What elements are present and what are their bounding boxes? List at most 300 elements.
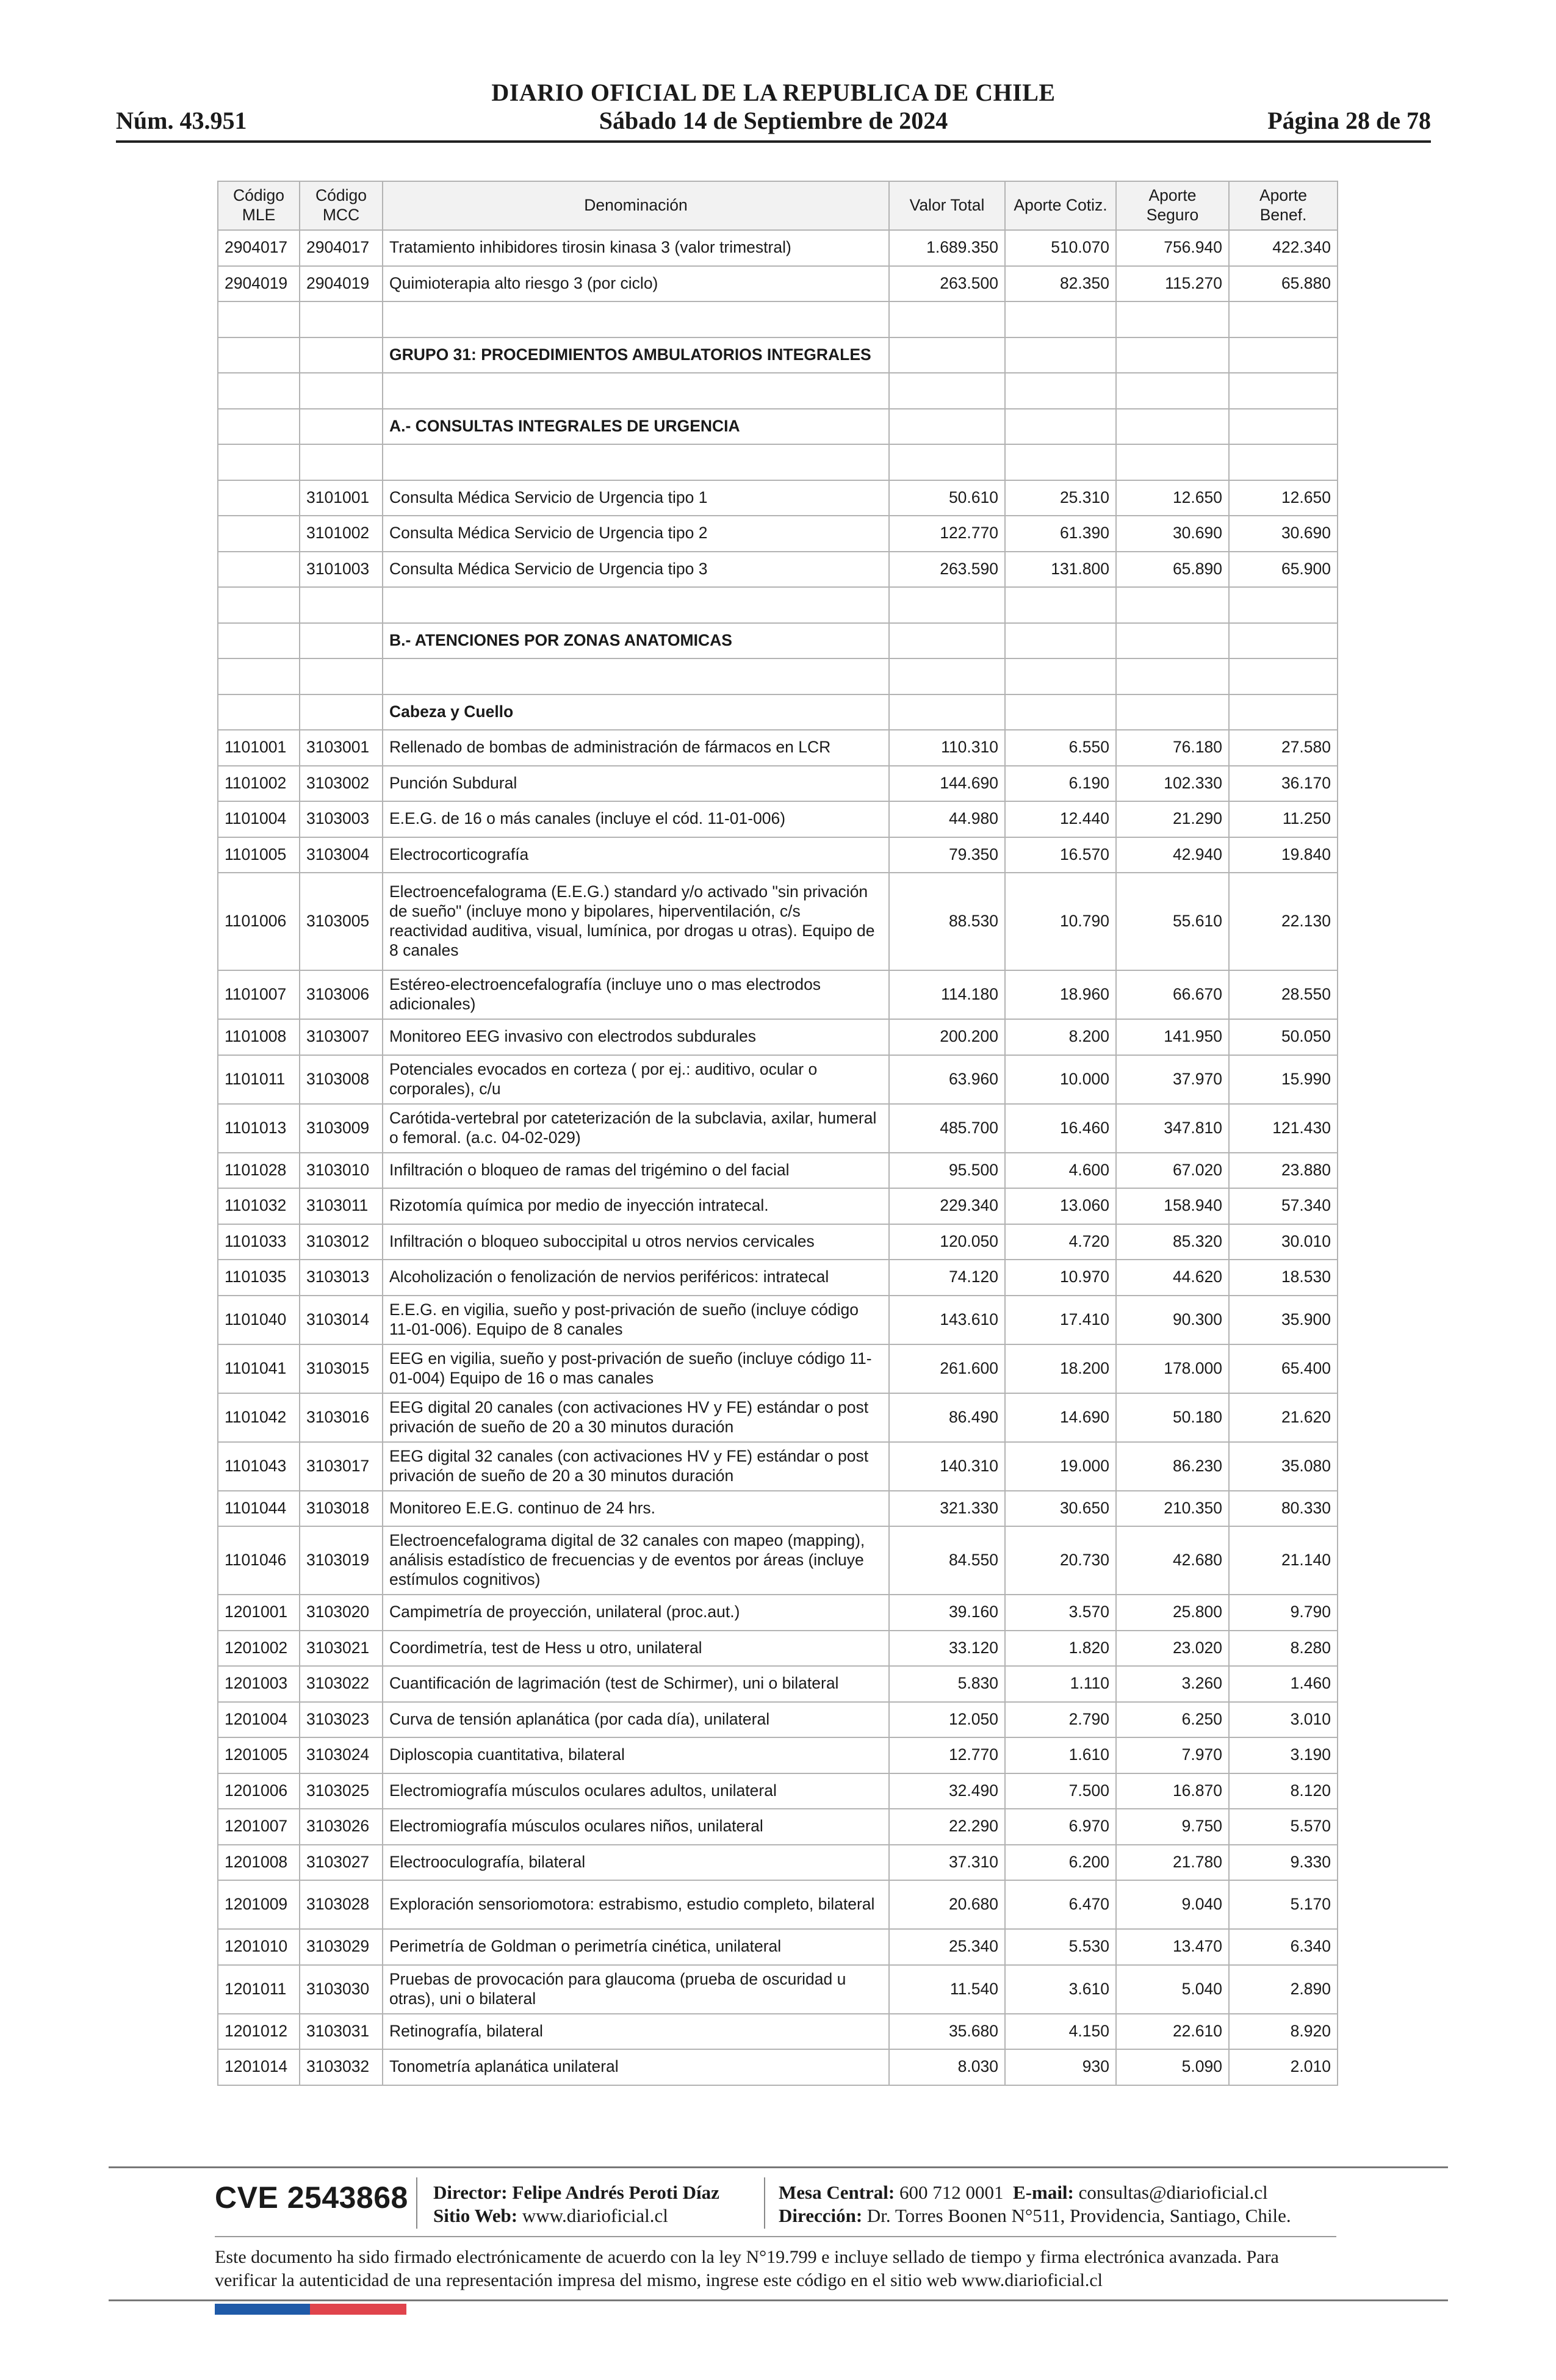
cell-valor-total: 1.689.350 xyxy=(889,230,1005,266)
cell-denominacion: Rellenado de bombas de administración de fármacos en LCR xyxy=(383,730,889,766)
table-row xyxy=(218,730,1338,766)
table-row xyxy=(218,1344,1338,1393)
cell-aporte-benef: 35.900 xyxy=(1229,1296,1338,1344)
cell-valor-total: 79.350 xyxy=(889,837,1005,873)
cell-code-mle: 1101028 xyxy=(218,1153,300,1189)
cell-denominacion: EEG digital 32 canales (con activaciones HV y FE) estándar o post privación de sueño de 20 a 30 minutos duración xyxy=(383,1442,889,1491)
cell-denominacion: Potenciales evocados en corteza ( por ej.: auditivo, ocular o corporales), c/u xyxy=(383,1055,889,1104)
cell-code-mle: 1201011 xyxy=(218,1965,300,2014)
cell-aporte-benef: 9.790 xyxy=(1229,1595,1338,1631)
cell-aporte-benef: 27.580 xyxy=(1229,730,1338,766)
cell-code-mle: 1101007 xyxy=(218,970,300,1019)
cell-aporte-benef: 30.010 xyxy=(1229,1224,1338,1260)
cell-aporte-cotiz: 16.460 xyxy=(1005,1104,1116,1153)
cell-aporte-benef: 65.880 xyxy=(1229,266,1338,302)
cell-aporte-cotiz: 30.650 xyxy=(1005,1491,1116,1527)
cell-code-mle xyxy=(218,444,300,480)
cell-denominacion: Infiltración o bloqueo suboccipital u otros nervios cervicales xyxy=(383,1224,889,1260)
column-header-mcc: Código MCC xyxy=(300,181,383,230)
table-row xyxy=(218,1965,1338,2014)
cell-aporte-cotiz: 14.690 xyxy=(1005,1393,1116,1442)
cell-valor-total: 263.590 xyxy=(889,552,1005,588)
table-row xyxy=(218,1845,1338,1881)
cell-code-mcc: 3103005 xyxy=(300,873,383,970)
cell-aporte-cotiz xyxy=(1005,444,1116,480)
cell-code-mle: 1101046 xyxy=(218,1526,300,1595)
page-number: Página 28 de 78 xyxy=(1267,107,1431,134)
cell-aporte-seguro: 37.970 xyxy=(1116,1055,1229,1104)
cell-code-mcc: 3103024 xyxy=(300,1737,383,1773)
cell-aporte-benef: 1.460 xyxy=(1229,1666,1338,1702)
cell-aporte-cotiz: 1.110 xyxy=(1005,1666,1116,1702)
cell-code-mle xyxy=(218,480,300,516)
cell-aporte-seguro: 25.800 xyxy=(1116,1595,1229,1631)
cell-code-mle: 1101004 xyxy=(218,801,300,837)
cell-valor-total: 74.120 xyxy=(889,1260,1005,1296)
cell-aporte-cotiz: 10.970 xyxy=(1005,1260,1116,1296)
cell-denominacion xyxy=(383,587,889,623)
cell-code-mle: 1201004 xyxy=(218,1702,300,1738)
site-link[interactable]: www.diarioficial.cl xyxy=(522,2204,668,2226)
cell-aporte-benef: 2.890 xyxy=(1229,1965,1338,2014)
cell-code-mcc: 3103028 xyxy=(300,1880,383,1929)
cell-aporte-cotiz xyxy=(1005,658,1116,694)
mesa-phone: 600 712 0001 xyxy=(899,2182,1004,2203)
director-info xyxy=(433,2181,719,2227)
cell-valor-total: 143.610 xyxy=(889,1296,1005,1344)
contact-info xyxy=(779,2181,1291,2227)
cell-code-mle xyxy=(218,694,300,730)
cell-code-mcc: 3103032 xyxy=(300,2049,383,2085)
cell-aporte-seguro: 115.270 xyxy=(1116,266,1229,302)
cell-valor-total: 110.310 xyxy=(889,730,1005,766)
cell-denominacion: Retinografía, bilateral xyxy=(383,2014,889,2050)
cell-valor-total xyxy=(889,587,1005,623)
publication-title: DIARIO OFICIAL DE LA REPUBLICA DE CHILE xyxy=(491,79,1056,106)
cell-aporte-cotiz: 8.200 xyxy=(1005,1019,1116,1055)
cell-aporte-seguro: 158.940 xyxy=(1116,1188,1229,1224)
cell-aporte-benef: 9.330 xyxy=(1229,1845,1338,1881)
cell-denominacion: Coordimetría, test de Hess u otro, unilateral xyxy=(383,1631,889,1667)
cell-aporte-benef xyxy=(1229,337,1338,373)
cell-denominacion: E.E.G. de 16 o más canales (incluye el cód. 11-01-006) xyxy=(383,801,889,837)
table-row xyxy=(218,1595,1338,1631)
cell-denominacion: Diploscopia cuantitativa, bilateral xyxy=(383,1737,889,1773)
cell-aporte-benef: 12.650 xyxy=(1229,480,1338,516)
cell-denominacion: Monitoreo E.E.G. continuo de 24 hrs. xyxy=(383,1491,889,1527)
cell-denominacion: Electromiografía músculos oculares adultos, unilateral xyxy=(383,1773,889,1809)
table-row xyxy=(218,1773,1338,1809)
table-row xyxy=(218,552,1338,588)
cell-aporte-cotiz: 10.000 xyxy=(1005,1055,1116,1104)
table-row xyxy=(218,409,1338,445)
cell-code-mle: 1201010 xyxy=(218,1929,300,1965)
cell-denominacion: A.- CONSULTAS INTEGRALES DE URGENCIA xyxy=(383,409,889,445)
cell-code-mcc: 3103012 xyxy=(300,1224,383,1260)
table-row xyxy=(218,1929,1338,1965)
cell-valor-total: 32.490 xyxy=(889,1773,1005,1809)
cell-valor-total: 263.500 xyxy=(889,266,1005,302)
cell-denominacion: Electroencefalograma (E.E.G.) standard y/o activado "sin privación de sueño" (incluye mono y bipolares, hiperventilación, c/s reactividad auditiva, visual, lumínica, por drogas u otras). Equipo de 8 canales xyxy=(383,873,889,970)
cell-aporte-cotiz xyxy=(1005,694,1116,730)
brand-bar-blue xyxy=(215,2304,310,2315)
cell-aporte-benef xyxy=(1229,444,1338,480)
cell-code-mcc: 3103001 xyxy=(300,730,383,766)
cell-code-mle: 1101040 xyxy=(218,1296,300,1344)
table-row xyxy=(218,658,1338,694)
cell-aporte-seguro xyxy=(1116,373,1229,409)
cell-denominacion: Exploración sensoriomotora: estrabismo, estudio completo, bilateral xyxy=(383,1880,889,1929)
table-row xyxy=(218,1737,1338,1773)
cell-denominacion: Perimetría de Goldman o perimetría cinética, unilateral xyxy=(383,1929,889,1965)
cell-aporte-seguro xyxy=(1116,587,1229,623)
cell-denominacion xyxy=(383,373,889,409)
table-row xyxy=(218,230,1338,266)
footer-bottom-divider xyxy=(109,2299,1448,2301)
cell-aporte-seguro: 102.330 xyxy=(1116,766,1229,802)
table-row xyxy=(218,1491,1338,1527)
cell-denominacion: Tratamiento inhibidores tirosin kinasa 3 (valor trimestral) xyxy=(383,230,889,266)
cell-valor-total: 22.290 xyxy=(889,1809,1005,1845)
cell-valor-total: 11.540 xyxy=(889,1965,1005,2014)
cell-aporte-cotiz: 1.820 xyxy=(1005,1631,1116,1667)
cell-valor-total: 86.490 xyxy=(889,1393,1005,1442)
cell-code-mle xyxy=(218,373,300,409)
cell-valor-total: 63.960 xyxy=(889,1055,1005,1104)
cell-valor-total: 44.980 xyxy=(889,801,1005,837)
cell-valor-total xyxy=(889,337,1005,373)
cell-valor-total: 84.550 xyxy=(889,1526,1005,1595)
cell-valor-total: 20.680 xyxy=(889,1880,1005,1929)
cell-valor-total: 261.600 xyxy=(889,1344,1005,1393)
cell-aporte-cotiz: 61.390 xyxy=(1005,516,1116,552)
cell-code-mcc: 3103020 xyxy=(300,1595,383,1631)
cell-aporte-seguro: 90.300 xyxy=(1116,1296,1229,1344)
cell-aporte-seguro: 23.020 xyxy=(1116,1631,1229,1667)
cell-aporte-seguro: 3.260 xyxy=(1116,1666,1229,1702)
cell-aporte-cotiz xyxy=(1005,301,1116,337)
cell-code-mcc xyxy=(300,373,383,409)
table-row xyxy=(218,1702,1338,1738)
cell-aporte-cotiz: 6.970 xyxy=(1005,1809,1116,1845)
cell-aporte-cotiz: 4.150 xyxy=(1005,2014,1116,2050)
cell-code-mle: 1101013 xyxy=(218,1104,300,1153)
cell-denominacion: Electroencefalograma digital de 32 canales con mapeo (mapping), análisis estadístico de frecuencias y de eventos por áreas (incluye estímulos cognitivos) xyxy=(383,1526,889,1595)
cell-valor-total: 8.030 xyxy=(889,2049,1005,2085)
cell-code-mcc: 2904017 xyxy=(300,230,383,266)
table-row xyxy=(218,337,1338,373)
cell-aporte-cotiz: 19.000 xyxy=(1005,1442,1116,1491)
table-row xyxy=(218,373,1338,409)
cell-aporte-seguro xyxy=(1116,444,1229,480)
cell-valor-total: 25.340 xyxy=(889,1929,1005,1965)
cell-aporte-benef: 22.130 xyxy=(1229,873,1338,970)
cell-code-mcc: 3103013 xyxy=(300,1260,383,1296)
page-header xyxy=(116,74,1431,142)
address-label: Dirección: xyxy=(779,2204,863,2226)
table-row xyxy=(218,1224,1338,1260)
cell-valor-total xyxy=(889,694,1005,730)
cell-aporte-cotiz: 6.470 xyxy=(1005,1880,1116,1929)
cell-code-mle: 1201007 xyxy=(218,1809,300,1845)
cell-denominacion: Consulta Médica Servicio de Urgencia tipo 2 xyxy=(383,516,889,552)
table-row xyxy=(218,1188,1338,1224)
cell-code-mcc: 3103031 xyxy=(300,2014,383,2050)
table-row xyxy=(218,587,1338,623)
cell-code-mcc: 3103009 xyxy=(300,1104,383,1153)
table-row xyxy=(218,301,1338,337)
cell-denominacion: EEG en vigilia, sueño y post-privación de sueño (incluye código 11-01-004) Equipo de 16 o mas canales xyxy=(383,1344,889,1393)
cell-code-mle: 1101044 xyxy=(218,1491,300,1527)
cell-code-mle xyxy=(218,658,300,694)
cell-aporte-cotiz xyxy=(1005,587,1116,623)
cell-aporte-benef: 57.340 xyxy=(1229,1188,1338,1224)
director-name: Felipe Andrés Peroti Díaz xyxy=(512,2182,719,2203)
cell-valor-total: 140.310 xyxy=(889,1442,1005,1491)
table-row xyxy=(218,837,1338,873)
cell-code-mcc: 3103018 xyxy=(300,1491,383,1527)
cell-code-mle: 1201002 xyxy=(218,1631,300,1667)
cell-valor-total: 35.680 xyxy=(889,2014,1005,2050)
cell-code-mcc xyxy=(300,337,383,373)
cell-aporte-benef: 5.570 xyxy=(1229,1809,1338,1845)
cell-code-mle: 1101011 xyxy=(218,1055,300,1104)
cell-aporte-seguro: 30.690 xyxy=(1116,516,1229,552)
cell-denominacion: Rizotomía química por medio de inyección intratecal. xyxy=(383,1188,889,1224)
cell-aporte-seguro xyxy=(1116,658,1229,694)
cell-aporte-benef: 21.140 xyxy=(1229,1526,1338,1595)
cell-code-mcc: 3103030 xyxy=(300,1965,383,2014)
cell-code-mle: 1101041 xyxy=(218,1344,300,1393)
email-label: E-mail: xyxy=(1013,2182,1074,2203)
cell-aporte-cotiz: 13.060 xyxy=(1005,1188,1116,1224)
address-value: Dr. Torres Boonen N°511, Providencia, Santiago, Chile. xyxy=(866,2204,1291,2226)
cell-code-mle xyxy=(218,409,300,445)
cell-code-mcc xyxy=(300,694,383,730)
cell-aporte-seguro: 16.870 xyxy=(1116,1773,1229,1809)
cell-denominacion: Monitoreo EEG invasivo con electrodos subdurales xyxy=(383,1019,889,1055)
table-header-row xyxy=(218,181,1338,230)
cell-aporte-benef: 35.080 xyxy=(1229,1442,1338,1491)
cell-code-mle: 1201003 xyxy=(218,1666,300,1702)
cell-aporte-benef: 3.190 xyxy=(1229,1737,1338,1773)
cell-valor-total: 5.830 xyxy=(889,1666,1005,1702)
cell-aporte-seguro: 756.940 xyxy=(1116,230,1229,266)
cell-aporte-seguro: 178.000 xyxy=(1116,1344,1229,1393)
cell-aporte-cotiz: 20.730 xyxy=(1005,1526,1116,1595)
cell-valor-total xyxy=(889,623,1005,659)
cell-valor-total: 50.610 xyxy=(889,480,1005,516)
cell-valor-total: 229.340 xyxy=(889,1188,1005,1224)
cell-aporte-seguro: 86.230 xyxy=(1116,1442,1229,1491)
cell-aporte-seguro: 42.680 xyxy=(1116,1526,1229,1595)
cell-code-mle xyxy=(218,337,300,373)
cell-aporte-seguro: 13.470 xyxy=(1116,1929,1229,1965)
cell-valor-total xyxy=(889,373,1005,409)
cell-code-mle: 1201001 xyxy=(218,1595,300,1631)
mesa-label: Mesa Central: xyxy=(779,2182,895,2203)
cell-valor-total: 39.160 xyxy=(889,1595,1005,1631)
cell-aporte-seguro xyxy=(1116,301,1229,337)
cell-valor-total: 12.050 xyxy=(889,1702,1005,1738)
table-row xyxy=(218,1296,1338,1344)
footer-mid-divider xyxy=(215,2236,1336,2237)
cell-code-mle: 1201006 xyxy=(218,1773,300,1809)
cell-denominacion xyxy=(383,444,889,480)
cell-valor-total: 33.120 xyxy=(889,1631,1005,1667)
cell-code-mle xyxy=(218,587,300,623)
cell-aporte-benef: 8.120 xyxy=(1229,1773,1338,1809)
cell-code-mcc: 3101001 xyxy=(300,480,383,516)
cell-aporte-cotiz: 4.720 xyxy=(1005,1224,1116,1260)
cell-code-mle: 1101006 xyxy=(218,873,300,970)
cell-aporte-seguro: 9.750 xyxy=(1116,1809,1229,1845)
cell-aporte-cotiz: 6.190 xyxy=(1005,766,1116,802)
cell-denominacion: Cuantificación de lagrimación (test de Schirmer), uni o bilateral xyxy=(383,1666,889,1702)
cell-code-mle: 1201009 xyxy=(218,1880,300,1929)
cell-aporte-seguro: 9.040 xyxy=(1116,1880,1229,1929)
cell-aporte-benef: 2.010 xyxy=(1229,2049,1338,2085)
cell-aporte-cotiz: 3.610 xyxy=(1005,1965,1116,2014)
cell-aporte-cotiz: 7.500 xyxy=(1005,1773,1116,1809)
cell-aporte-seguro: 6.250 xyxy=(1116,1702,1229,1738)
cell-code-mcc: 3103006 xyxy=(300,970,383,1019)
cell-aporte-benef: 11.250 xyxy=(1229,801,1338,837)
cell-code-mle: 1101032 xyxy=(218,1188,300,1224)
site-label: Sitio Web: xyxy=(433,2204,518,2226)
cell-code-mle xyxy=(218,516,300,552)
cell-code-mcc: 3103016 xyxy=(300,1393,383,1442)
cell-denominacion: Infiltración o bloqueo de ramas del trigémino o del facial xyxy=(383,1153,889,1189)
cell-valor-total: 95.500 xyxy=(889,1153,1005,1189)
cell-aporte-benef: 18.530 xyxy=(1229,1260,1338,1296)
cell-aporte-cotiz: 18.200 xyxy=(1005,1344,1116,1393)
cell-valor-total: 88.530 xyxy=(889,873,1005,970)
cell-aporte-seguro: 7.970 xyxy=(1116,1737,1229,1773)
cell-code-mcc: 3103019 xyxy=(300,1526,383,1595)
cell-code-mle: 1201014 xyxy=(218,2049,300,2085)
cell-code-mle: 1101035 xyxy=(218,1260,300,1296)
cell-code-mcc: 3103004 xyxy=(300,837,383,873)
cell-valor-total: 321.330 xyxy=(889,1491,1005,1527)
table-row xyxy=(218,970,1338,1019)
cell-code-mcc xyxy=(300,623,383,659)
cell-code-mcc: 3103025 xyxy=(300,1773,383,1809)
cell-aporte-benef: 28.550 xyxy=(1229,970,1338,1019)
table-row xyxy=(218,1880,1338,1929)
cell-aporte-seguro: 21.290 xyxy=(1116,801,1229,837)
cell-denominacion xyxy=(383,301,889,337)
table-row xyxy=(218,1104,1338,1153)
cell-aporte-seguro: 55.610 xyxy=(1116,873,1229,970)
cell-code-mcc: 3103022 xyxy=(300,1666,383,1702)
footer-separator xyxy=(416,2177,417,2229)
cell-aporte-seguro: 66.670 xyxy=(1116,970,1229,1019)
table-row xyxy=(218,801,1338,837)
legal-notice: Este documento ha sido firmado electrónicamente de acuerdo con la ley N°19.799 e incluye sellado de tiempo y firma electrónica avanzada. Para verificar la autenticidad de una representación impresa del mismo, ingrese este código en el sitio web www.diarioficial.cl xyxy=(215,2247,1279,2291)
brand-bar-red xyxy=(310,2304,406,2315)
email-link[interactable]: consultas@diarioficial.cl xyxy=(1078,2182,1268,2203)
cell-aporte-benef xyxy=(1229,694,1338,730)
cell-code-mle: 1201008 xyxy=(218,1845,300,1881)
table-row xyxy=(218,694,1338,730)
cell-aporte-benef xyxy=(1229,301,1338,337)
table-row xyxy=(218,623,1338,659)
table-row xyxy=(218,1019,1338,1055)
director-label: Director: xyxy=(433,2182,508,2203)
cell-denominacion: GRUPO 31: PROCEDIMIENTOS AMBULATORIOS INTEGRALES xyxy=(383,337,889,373)
cell-aporte-seguro: 67.020 xyxy=(1116,1153,1229,1189)
cell-code-mle: 1101033 xyxy=(218,1224,300,1260)
cell-code-mle: 1101042 xyxy=(218,1393,300,1442)
table-row xyxy=(218,1393,1338,1442)
cell-aporte-cotiz: 6.200 xyxy=(1005,1845,1116,1881)
cell-denominacion: Cabeza y Cuello xyxy=(383,694,889,730)
cell-aporte-benef: 30.690 xyxy=(1229,516,1338,552)
cell-aporte-benef: 6.340 xyxy=(1229,1929,1338,1965)
table-row xyxy=(218,1055,1338,1104)
cell-denominacion: Carótida-vertebral por cateterización de la subclavia, axilar, humeral o femoral. (a.c. 04-02-029) xyxy=(383,1104,889,1153)
cell-code-mcc: 3103008 xyxy=(300,1055,383,1104)
cell-aporte-seguro: 21.780 xyxy=(1116,1845,1229,1881)
cell-aporte-benef xyxy=(1229,623,1338,659)
cell-valor-total: 485.700 xyxy=(889,1104,1005,1153)
cell-aporte-benef xyxy=(1229,409,1338,445)
table-row xyxy=(218,1809,1338,1845)
cell-aporte-cotiz: 2.790 xyxy=(1005,1702,1116,1738)
cell-aporte-benef: 8.920 xyxy=(1229,2014,1338,2050)
cell-code-mcc xyxy=(300,658,383,694)
cell-aporte-seguro: 141.950 xyxy=(1116,1019,1229,1055)
fee-table xyxy=(217,181,1338,2086)
cell-denominacion: Curva de tensión aplanática (por cada día), unilateral xyxy=(383,1702,889,1738)
cell-denominacion: B.- ATENCIONES POR ZONAS ANATOMICAS xyxy=(383,623,889,659)
cell-aporte-cotiz: 17.410 xyxy=(1005,1296,1116,1344)
cell-valor-total: 114.180 xyxy=(889,970,1005,1019)
cell-valor-total: 12.770 xyxy=(889,1737,1005,1773)
cell-aporte-cotiz xyxy=(1005,337,1116,373)
column-header-valor-total: Valor Total xyxy=(889,181,1005,230)
column-header-aporte-benef: Aporte Benef. xyxy=(1229,181,1338,230)
cell-aporte-seguro: 65.890 xyxy=(1116,552,1229,588)
cell-aporte-cotiz: 16.570 xyxy=(1005,837,1116,873)
issue-date: Sábado 14 de Septiembre de 2024 xyxy=(599,107,948,134)
cell-aporte-seguro xyxy=(1116,409,1229,445)
cell-valor-total: 200.200 xyxy=(889,1019,1005,1055)
header-divider xyxy=(116,140,1431,143)
cell-code-mle: 1101002 xyxy=(218,766,300,802)
cell-code-mle: 2904019 xyxy=(218,266,300,302)
cell-code-mle: 1201012 xyxy=(218,2014,300,2050)
cell-denominacion: EEG digital 20 canales (con activaciones HV y FE) estándar o post privación de sueño de 20 a 30 minutos duración xyxy=(383,1393,889,1442)
cell-denominacion: Pruebas de provocación para glaucoma (prueba de oscuridad u otras), uni o bilateral xyxy=(383,1965,889,2014)
cell-aporte-cotiz: 1.610 xyxy=(1005,1737,1116,1773)
cell-code-mcc: 3103003 xyxy=(300,801,383,837)
cell-aporte-cotiz: 25.310 xyxy=(1005,480,1116,516)
column-header-mle: Código MLE xyxy=(218,181,300,230)
cell-aporte-benef: 65.400 xyxy=(1229,1344,1338,1393)
column-header-aporte-cotiz: Aporte Cotiz. xyxy=(1005,181,1116,230)
cell-aporte-seguro xyxy=(1116,694,1229,730)
cell-aporte-cotiz: 131.800 xyxy=(1005,552,1116,588)
cell-aporte-cotiz: 4.600 xyxy=(1005,1153,1116,1189)
issue-number: Núm. 43.951 xyxy=(116,107,247,134)
cell-aporte-cotiz: 930 xyxy=(1005,2049,1116,2085)
cell-code-mle: 2904017 xyxy=(218,230,300,266)
cell-denominacion: Campimetría de proyección, unilateral (proc.aut.) xyxy=(383,1595,889,1631)
cell-denominacion: Tonometría aplanática unilateral xyxy=(383,2049,889,2085)
cell-aporte-seguro: 76.180 xyxy=(1116,730,1229,766)
